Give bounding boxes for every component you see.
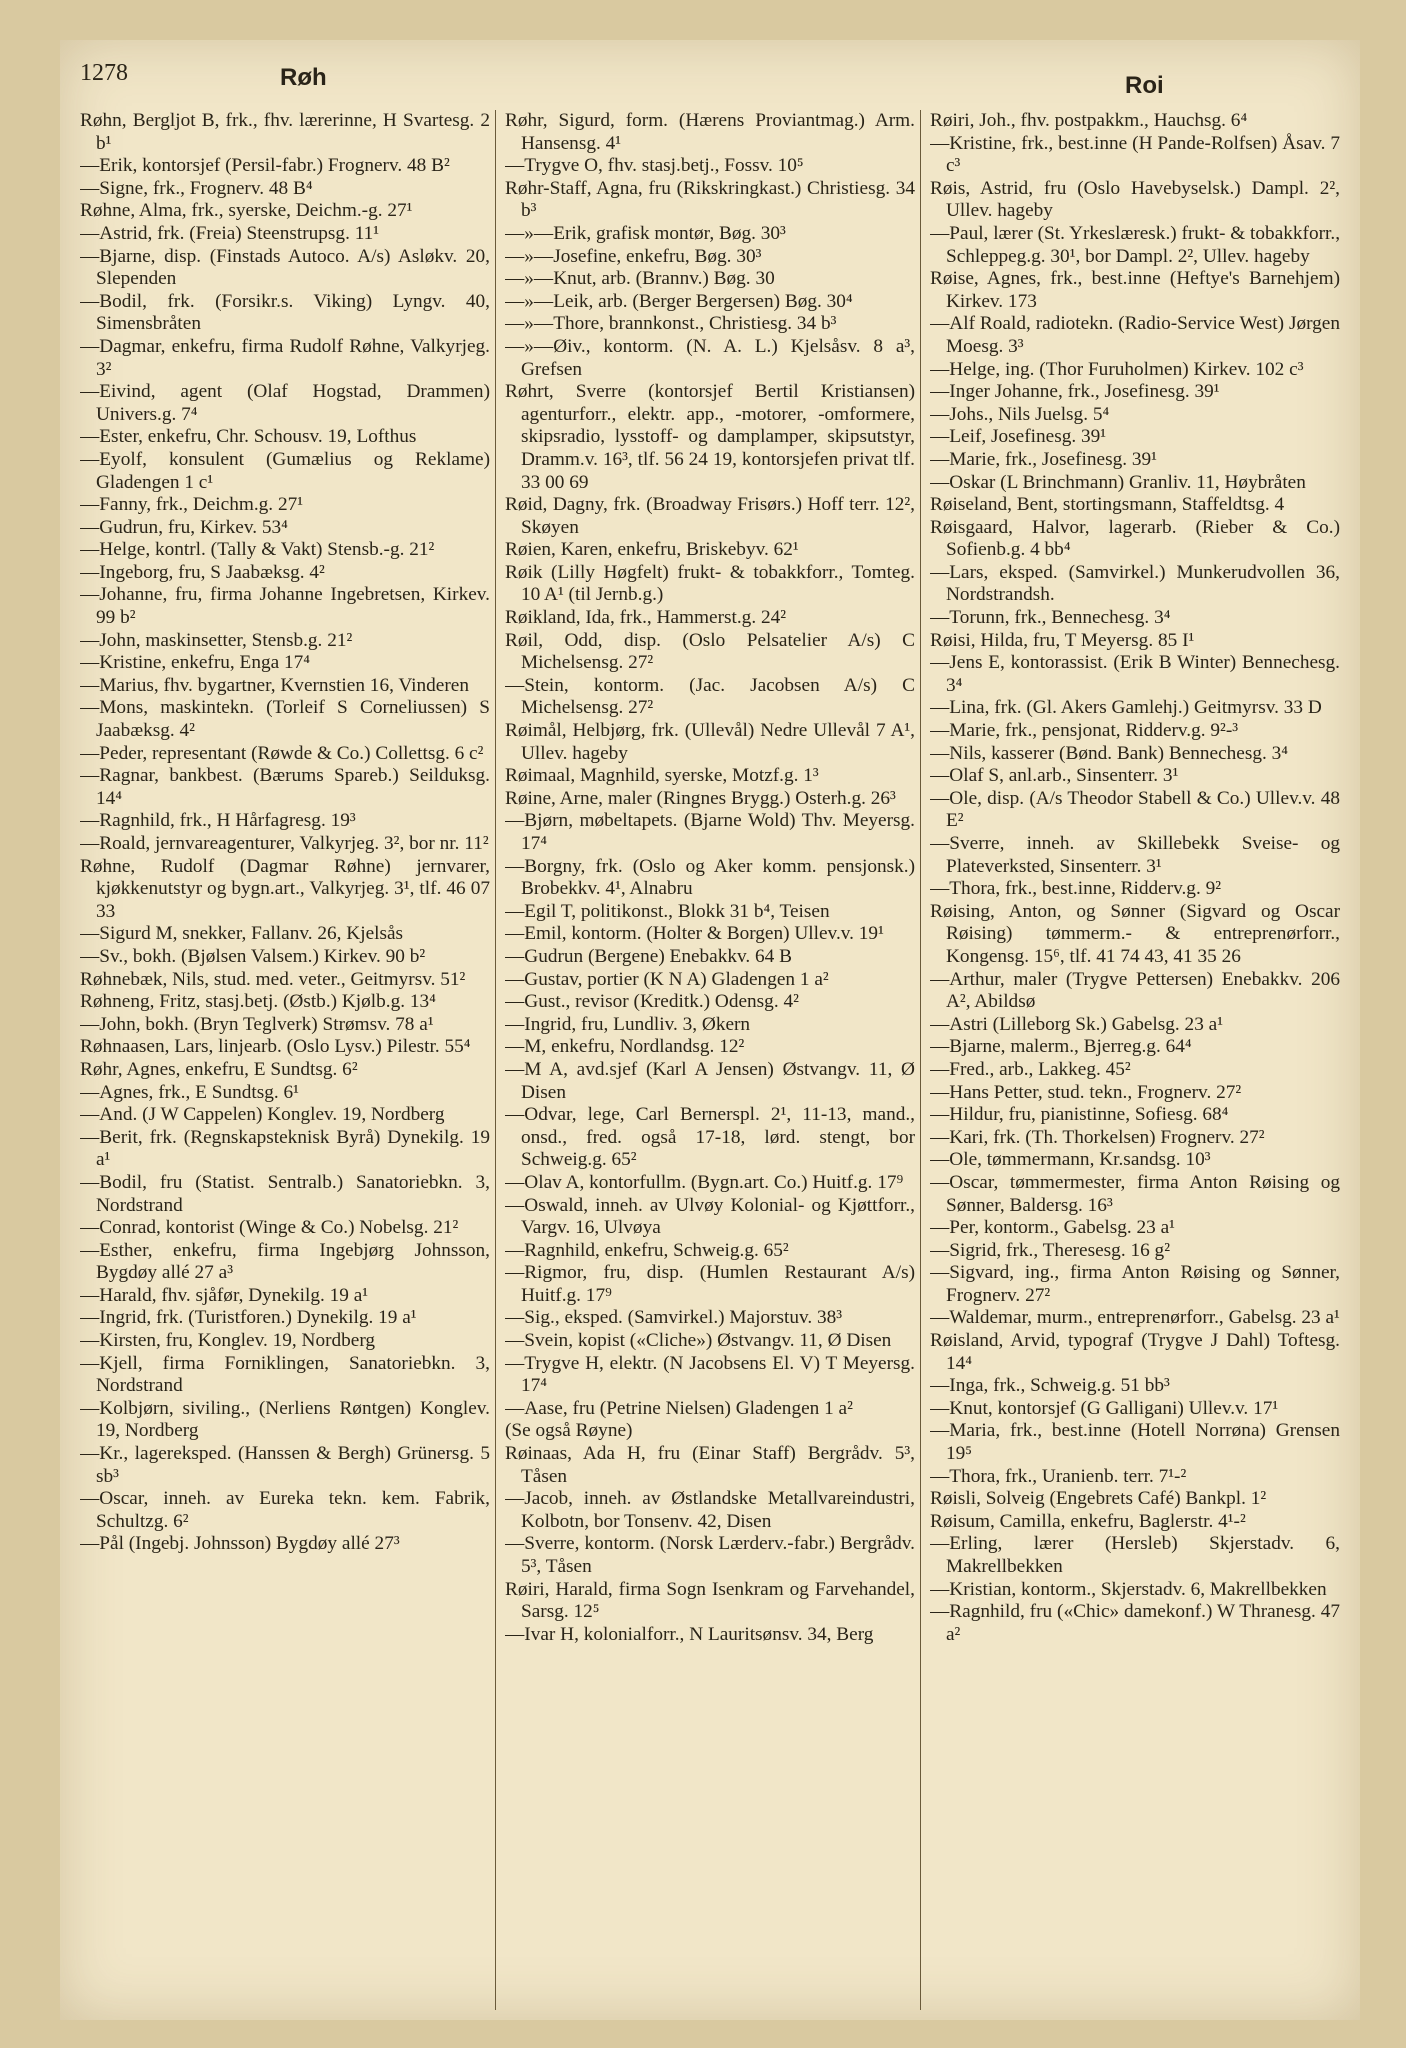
directory-entry: —Trygve O, fhv. stasj.betj., Fossv. 10⁵: [505, 155, 804, 177]
directory-entry: —Marie, frk., pensjonat, Ridderv.g. 9²-³: [930, 720, 1239, 742]
directory-entry: —Egil T, politikonst., Blokk 31 b⁴, Teisen: [505, 900, 830, 922]
directory-entry: —Per, kontorm., Gabelsg. 23 a¹: [930, 1217, 1175, 1239]
directory-entry: Røiri, Joh., fhv. postpakkm., Hauchsg. 6⁴: [930, 110, 1248, 131]
directory-entry: —Bjørn, møbeltapets. (Bjarne Wold) Thv. Meyersg. 17⁴: [505, 810, 915, 854]
column-divider: [495, 110, 496, 2010]
directory-entry: —Kirsten, fru, Konglev. 19, Nordberg: [80, 1330, 376, 1352]
directory-entry: (Se også Røyne): [505, 1420, 633, 1442]
directory-entry: —Stein, kontorm. (Jac. Jacobsen A/s) C Michelsensg. 27²: [505, 674, 915, 719]
page-number: 1278: [80, 60, 128, 86]
directory-entry: —Kristine, enkefru, Enga 17⁴: [80, 652, 311, 674]
directory-entry: —Borgny, frk. (Oslo og Aker komm. pensjonsk.) Brobekkv. 4¹, Alnabru: [505, 855, 915, 900]
directory-entry: —»—Øiv., kontorm. (N. A. L.) Kjelsåsv. 8 a³, Grefsen: [505, 335, 915, 380]
right-running-head: Roi: [1125, 72, 1164, 99]
directory-entry: —Bjarne, disp. (Finstads Autoco. A/s) Asløkv. 20, Slependen: [80, 245, 490, 290]
directory-entry: Røhrt, Sverre (kontorsjef Bertil Kristiansen) agenturforr., elektr. app., -motorer, -omformere, skipsradio, lysstoff- og damplamper, skipsutstyr, Dramm.v. 16³, tlf. 56 24 19, kontorsjefen privat tlf. 33 00 69: [505, 381, 915, 493]
directory-entry: —Kolbjørn, siviling., (Nerliens Røntgen) Konglev. 19, Nordberg: [80, 1397, 490, 1442]
directory-entry: —Johanne, fru, firma Johanne Ingebretsen, Kirkev. 99 b²: [80, 584, 490, 629]
directory-entry: —Astri (Lilleborg Sk.) Gabelsg. 23 a¹: [930, 1013, 1223, 1035]
directory-entry: —Thora, frk., best.inne, Ridderv.g. 9²: [930, 878, 1222, 900]
column-1: [80, 110, 490, 2010]
directory-entry: —Lars, eksped. (Samvirkel.) Munkerudvollen 36, Nordstrandsh.: [930, 561, 1340, 606]
directory-entry: —Kari, frk. (Th. Thorkelsen) Frognerv. 27²: [930, 1126, 1265, 1148]
directory-entry: —Helge, ing. (Thor Furuholmen) Kirkev. 102 c³: [930, 358, 1304, 380]
directory-entry: —Odvar, lege, Carl Bernerspl. 2¹, 11-13, mand., onsd., fred. også 17-18, lørd. stengt, bor Schweig.g. 65²: [505, 1104, 915, 1171]
directory-entry: —Conrad, kontorist (Winge & Co.) Nobelsg. 21²: [80, 1217, 459, 1239]
directory-page: [60, 40, 1360, 2020]
directory-entry: —Ester, enkefru, Chr. Schousv. 19, Lofthus: [80, 426, 417, 448]
directory-entry: —Bodil, fru (Statist. Sentralb.) Sanatoriebkn. 3, Nordstrand: [80, 1171, 490, 1216]
directory-entry: —Marie, frk., Josefinesg. 39¹: [930, 448, 1157, 470]
directory-entry: Røine, Arne, maler (Ringnes Brygg.) Osterh.g. 26³: [505, 787, 896, 809]
directory-entry: Røil, Odd, disp. (Oslo Pelsatelier A/s) C Michelsensg. 27²: [505, 629, 915, 674]
directory-entry: —Helge, kontrl. (Tally & Vakt) Stensb.-g. 21²: [80, 539, 435, 561]
directory-entry: —Ragnhild, enkefru, Schweig.g. 65²: [505, 1239, 789, 1261]
directory-entry: —Gudrun, fru, Kirkev. 53⁴: [80, 516, 288, 538]
directory-entry: —Olav A, kontorfullm. (Bygn.art. Co.) Huitf.g. 17⁹: [505, 1171, 904, 1193]
directory-entry: —»—Knut, arb. (Brannv.) Bøg. 30: [505, 268, 775, 290]
directory-entry: Røimaal, Magnhild, syerske, Motzf.g. 1³: [505, 765, 819, 787]
directory-entry: —Inga, frk., Schweig.g. 51 bb³: [930, 1375, 1170, 1397]
column-divider: [920, 110, 921, 2010]
directory-entry: —Erling, lærer (Hersleb) Skjerstadv. 6, Makrellbekken: [930, 1533, 1340, 1577]
directory-entry: —Johs., Nils Juelsg. 5⁴: [930, 403, 1110, 425]
directory-entry: Røiri, Harald, firma Sogn Isenkram og Farvehandel, Sarsg. 12⁵: [505, 1578, 915, 1623]
directory-entry: —Jens E, kontorassist. (Erik B Winter) Bennechesg. 3⁴: [930, 652, 1340, 696]
directory-entry: Røid, Dagny, frk. (Broadway Frisørs.) Hoff terr. 12², Skøyen: [505, 494, 915, 538]
directory-entry: —Esther, enkefru, firma Ingebjørg Johnsson, Bygdøy allé 27 a³: [80, 1239, 490, 1284]
column-2: [505, 110, 915, 2010]
directory-entry: —Fanny, frk., Deichm.g. 27¹: [80, 494, 304, 516]
directory-entry: Røis, Astrid, fru (Oslo Havebyselsk.) Dampl. 2², Ullev. hageby: [930, 177, 1340, 222]
directory-entry: —Hans Petter, stud. tekn., Frognerv. 27²: [930, 1081, 1242, 1103]
directory-entry: Røhne, Alma, frk., syerske, Deichm.-g. 27¹: [80, 200, 413, 222]
directory-entry: —Ivar H, kolonialforr., N Lauritsønsv. 34, Berg: [505, 1623, 874, 1645]
directory-entry: —And. (J W Cappelen) Konglev. 19, Nordberg: [80, 1104, 445, 1126]
directory-entry: —Trygve H, elektr. (N Jacobsens El. V) T Meyersg. 17⁴: [505, 1352, 915, 1397]
directory-entry: —Bodil, frk. (Forsikr.s. Viking) Lyngv. 40, Simensbråten: [80, 290, 490, 335]
directory-entry: —Inger Johanne, frk., Josefinesg. 39¹: [930, 381, 1220, 403]
directory-entry: —Svein, kopist («Cliche») Østvangv. 11, Ø Disen: [505, 1330, 892, 1352]
directory-entry: —Oskar (L Brinchmann) Granliv. 11, Høybråten: [930, 471, 1306, 493]
directory-entry: Røhr-Staff, Agna, fru (Rikskringkast.) Christiesg. 34 b³: [505, 177, 915, 222]
directory-entry: —Sverre, inneh. av Skillebekk Sveise- og Plateverksted, Sinsenterr. 3¹: [930, 833, 1340, 877]
directory-entry: —Knut, kontorsjef (G Galligani) Ullev.v. 17¹: [930, 1397, 1279, 1419]
directory-entry: —Berit, frk. (Regnskapsteknisk Byrå) Dynekilg. 19 a¹: [80, 1126, 490, 1171]
directory-entry: —Ragnhild, frk., H Hårfagresg. 19³: [80, 810, 356, 832]
directory-entry: —Leif, Josefinesg. 39¹: [930, 426, 1107, 448]
directory-entry: —Sigvard, ing., firma Anton Røising og Sønner, Frognerv. 27²: [930, 1262, 1340, 1306]
directory-entry: —Olaf S, anl.arb., Sinsenterr. 3¹: [930, 765, 1179, 787]
directory-entry: —»—Josefine, enkefru, Bøg. 30³: [505, 245, 762, 267]
directory-entry: —Waldemar, murm., entreprenørforr., Gabelsg. 23 a¹: [930, 1307, 1340, 1329]
directory-entry: —Kr., lagereksped. (Hanssen & Bergh) Grünersg. 5 sb³: [80, 1443, 490, 1487]
directory-entry: —Eivind, agent (Olaf Hogstad, Drammen) Univers.g. 7⁴: [80, 381, 490, 425]
directory-entry: —Erik, kontorsjef (Persil-fabr.) Frognerv. 48 B²: [80, 155, 450, 177]
column-3: [930, 110, 1340, 2010]
directory-entry: —Pål (Ingebj. Johnsson) Bygdøy allé 27³: [80, 1533, 400, 1555]
directory-entry: Røisli, Solveig (Engebrets Café) Bankpl. 1²: [930, 1488, 1267, 1510]
directory-entry: —Ole, tømmermann, Kr.sandsg. 10³: [930, 1149, 1211, 1171]
directory-entry: Røisgaard, Halvor, lagerarb. (Rieber & Co.) Sofienb.g. 4 bb⁴: [930, 516, 1340, 561]
directory-entry: Røisum, Camilla, enkefru, Baglerstr. 4¹-²: [930, 1510, 1246, 1532]
directory-entry: —Sv., bokh. (Bjølsen Valsem.) Kirkev. 90 b²: [80, 945, 426, 967]
directory-entry: —»—Leik, arb. (Berger Bergersen) Bøg. 30⁴: [505, 290, 853, 312]
directory-entry: —Marius, fhv. bygartner, Kvernstien 16, Vinderen: [80, 674, 469, 696]
directory-entry: —Sigrid, frk., Theresesg. 16 g²: [930, 1239, 1170, 1261]
directory-entry: Røhr, Agnes, enkefru, E Sundtsg. 6²: [80, 1058, 358, 1080]
directory-entry: —»—Erik, grafisk montør, Bøg. 30³: [505, 222, 786, 244]
directory-entry: —Ingrid, frk. (Turistforen.) Dynekilg. 19 a¹: [80, 1307, 417, 1329]
directory-entry: —John, bokh. (Bryn Teglverk) Strømsv. 78 a¹: [80, 1013, 434, 1035]
directory-entry: Røising, Anton, og Sønner (Sigvard og Oscar Røising) tømmerm.- & entreprenørforr., Kongensg. 15⁶, tlf. 41 74 43, 41 35 26: [930, 900, 1340, 967]
directory-entry: —Nils, kasserer (Bønd. Bank) Bennechesg. 3⁴: [930, 742, 1288, 764]
directory-entry: —Ingeborg, fru, S Jaabæksg. 4²: [80, 561, 325, 583]
page-header: [80, 60, 1340, 110]
directory-entry: —Kristine, frk., best.inne (H Pande-Rolfsen) Åsav. 7 c³: [930, 132, 1340, 177]
directory-entry: —Mons, maskintekn. (Torleif S Corneliussen) S Jaabæksg. 4²: [80, 697, 490, 742]
directory-entry: —Kristian, kontorm., Skjerstadv. 6, Makrellbekken: [930, 1578, 1327, 1600]
directory-entry: Røhnaasen, Lars, linjearb. (Oslo Lysv.) Pilestr. 55⁴: [80, 1036, 471, 1058]
directory-entry: Røikland, Ida, frk., Hammerst.g. 24²: [505, 607, 787, 629]
directory-entry: —Hildur, fru, pianistinne, Sofiesg. 68⁴: [930, 1104, 1229, 1126]
directory-entry: Røimål, Helbjørg, frk. (Ullevål) Nedre Ullevål 7 A¹, Ullev. hageby: [505, 720, 915, 764]
directory-entry: —Arthur, maler (Trygve Pettersen) Enebakkv. 206 A², Abildsø: [930, 968, 1340, 1013]
directory-entry: —Dagmar, enkefru, firma Rudolf Røhne, Valkyrjeg. 3²: [80, 335, 490, 380]
directory-entry: Røik (Lilly Høgfelt) frukt- & tobakkforr., Tomteg. 10 A¹ (til Jernb.g.): [505, 561, 915, 606]
directory-entry: —Oswald, inneh. av Ulvøy Kolonial- og Kjøttforr., Vargv. 16, Ulvøya: [505, 1194, 915, 1239]
directory-entry: —Jacob, inneh. av Østlandske Metallvareindustri, Kolbotn, bor Tonsenv. 42, Disen: [505, 1488, 915, 1532]
directory-entry: —»—Thore, brannkonst., Christiesg. 34 b³: [505, 313, 837, 335]
directory-entry: —Ingrid, fru, Lundliv. 3, Økern: [505, 1013, 751, 1035]
directory-entry: —Signe, frk., Frognerv. 48 B⁴: [80, 177, 313, 199]
left-running-head: Røh: [280, 64, 327, 91]
directory-entry: Røiseland, Bent, stortingsmann, Staffeldtsg. 4: [930, 494, 1285, 516]
directory-entry: —Eyolf, konsulent (Gumælius og Reklame) Gladengen 1 c¹: [80, 448, 490, 493]
directory-entry: —Thora, frk., Uranienb. terr. 7¹-²: [930, 1465, 1187, 1487]
directory-entry: —John, maskinsetter, Stensb.g. 21²: [80, 629, 353, 651]
directory-entry: —Lina, frk. (Gl. Akers Gamlehj.) Geitmyrsv. 33 D: [930, 697, 1322, 719]
directory-entry: —Ole, disp. (A/s Theodor Stabell & Co.) Ullev.v. 48 E²: [930, 787, 1340, 832]
directory-entry: Røisland, Arvid, typograf (Trygve J Dahl) Toftesg. 14⁴: [930, 1330, 1340, 1374]
directory-entry: —Oscar, tømmermester, firma Anton Røising og Sønner, Baldersg. 16³: [930, 1171, 1340, 1216]
directory-entry: Røhnebæk, Nils, stud. med. veter., Geitmyrsv. 51²: [80, 968, 466, 990]
directory-entry: —Rigmor, fru, disp. (Humlen Restaurant A/s) Huitf.g. 17⁹: [505, 1262, 915, 1306]
directory-entry: —Sig., eksped. (Samvirkel.) Majorstuv. 38³: [505, 1307, 843, 1329]
directory-entry: Røhn, Bergljot B, frk., fhv. lærerinne, H Svartesg. 2 b¹: [80, 110, 490, 154]
directory-entry: —Gustav, portier (K N A) Gladengen 1 a²: [505, 968, 829, 990]
directory-entry: —Maria, frk., best.inne (Hotell Norrøna) Grensen 19⁵: [930, 1420, 1340, 1465]
directory-entry: —Sigurd M, snekker, Fallanv. 26, Kjelsås: [80, 923, 404, 945]
directory-entry: —Gust., revisor (Kreditk.) Odensg. 4²: [505, 991, 799, 1013]
directory-entry: Røhne, Rudolf (Dagmar Røhne) jernvarer, kjøkkenutstyr og bygn.art., Valkyrjeg. 3¹, tlf. 46 07 33: [80, 855, 490, 922]
directory-entry: —Sverre, kontorm. (Norsk Lærderv.-fabr.) Bergrådv. 5³, Tåsen: [505, 1533, 915, 1577]
directory-entry: —Bjarne, malerm., Bjerreg.g. 64⁴: [930, 1036, 1192, 1058]
directory-entry: —Ragnar, bankbest. (Bærums Spareb.) Seilduksg. 14⁴: [80, 765, 490, 809]
directory-entry: —Aase, fru (Petrine Nielsen) Gladengen 1 a²: [505, 1397, 853, 1419]
directory-entry: —Agnes, frk., E Sundtsg. 6¹: [80, 1081, 299, 1103]
directory-entry: —Alf Roald, radiotekn. (Radio-Service West) Jørgen Moesg. 3³: [930, 313, 1340, 357]
directory-entry: —Fred., arb., Lakkeg. 45²: [930, 1058, 1131, 1080]
directory-entry: —Oscar, inneh. av Eureka tekn. kem. Fabrik, Schultzg. 6²: [80, 1488, 490, 1532]
directory-entry: —M A, avd.sjef (Karl A Jensen) Østvangv. 11, Ø Disen: [505, 1058, 915, 1103]
directory-entry: —Paul, lærer (St. Yrkeslæresk.) frukt- & tobakkforr., Schleppeg.g. 30¹, bor Dampl. 2², Ullev. hageby: [930, 222, 1340, 267]
directory-entry: Røisi, Hilda, fru, T Meyersg. 85 I¹: [930, 629, 1195, 651]
directory-entry: —Kjell, firma Forniklingen, Sanatoriebkn. 3, Nordstrand: [80, 1352, 490, 1397]
directory-entry: —Peder, representant (Røwde & Co.) Collettsg. 6 c²: [80, 742, 484, 764]
directory-entry: —Emil, kontorm. (Holter & Borgen) Ullev.v. 19¹: [505, 923, 884, 945]
directory-entry: —Harald, fhv. sjåfør, Dynekilg. 19 a¹: [80, 1284, 369, 1306]
directory-entry: —Gudrun (Bergene) Enebakkv. 64 B: [505, 945, 793, 967]
directory-entry: —Ragnhild, fru («Chic» damekonf.) W Thranesg. 47 a²: [930, 1601, 1340, 1645]
directory-entry: Røinaas, Ada H, fru (Einar Staff) Bergrådv. 5³, Tåsen: [505, 1443, 915, 1487]
directory-entry: Røhneng, Fritz, stasj.betj. (Østb.) Kjølb.g. 13⁴: [80, 991, 436, 1013]
directory-entry: Røise, Agnes, frk., best.inne (Heftye's Barnehjem) Kirkev. 173: [930, 268, 1340, 312]
directory-entry: —Roald, jernvareagenturer, Valkyrjeg. 3², bor nr. 11²: [80, 833, 489, 854]
directory-entry: Røien, Karen, enkefru, Briskebyv. 62¹: [505, 539, 799, 561]
directory-entry: —M, enkefru, Nordlandsg. 12²: [505, 1036, 745, 1058]
directory-entry: —Torunn, frk., Bennechesg. 3⁴: [930, 607, 1171, 629]
entry-columns: [80, 110, 1360, 2010]
directory-entry: Røhr, Sigurd, form. (Hærens Proviantmag.) Arm. Hansensg. 4¹: [505, 110, 915, 154]
directory-entry: —Astrid, frk. (Freia) Steenstrupsg. 11¹: [80, 222, 380, 244]
